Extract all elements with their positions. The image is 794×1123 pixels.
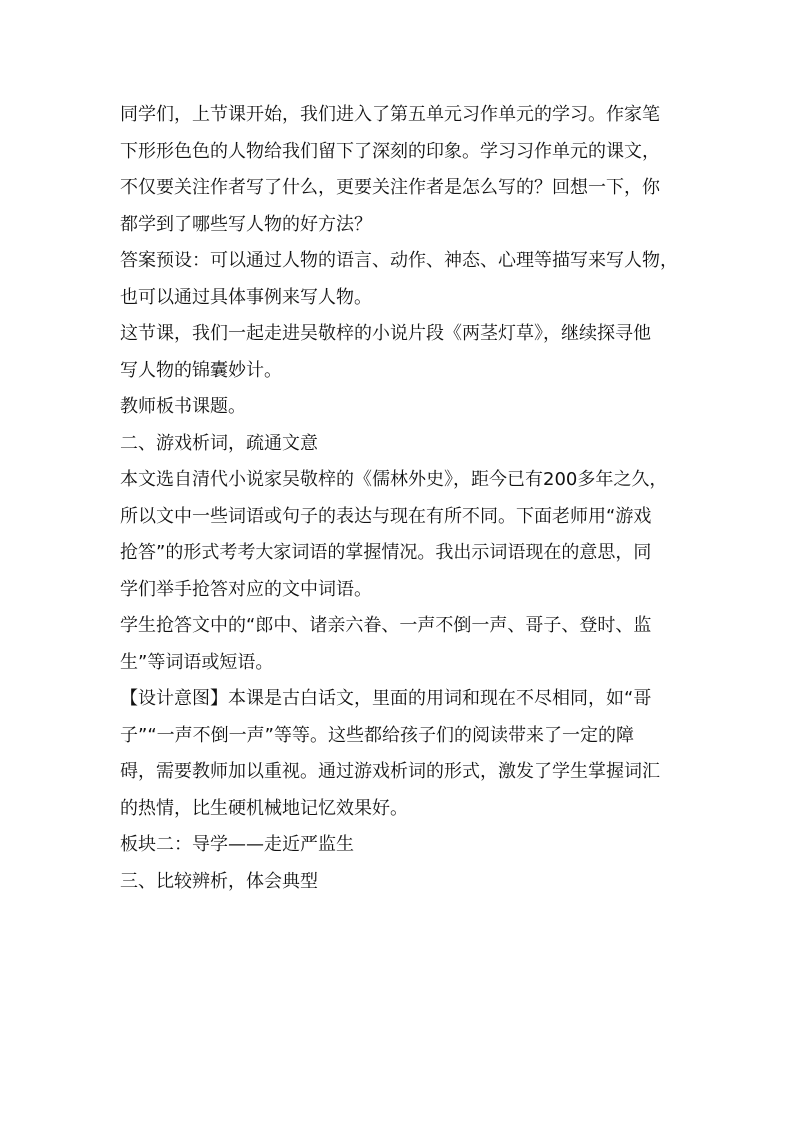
section-heading: 三、比较辨析，体会典型 (120, 870, 318, 892)
paragraph-line: 这节课，我们一起走进吴敬梓的小说片段《两茎灯草》，继续探寻他 (120, 323, 651, 344)
paragraph-line: 也可以通过具体事例来写人物。 (120, 286, 372, 308)
paragraph-line: 碍，需要教师加以重视。通过游戏析词的形式，激发了学生掌握词汇 (120, 761, 660, 782)
paragraph-line: 所以文中一些词语或句子的表达与现在有所不同。下面老师用“游戏 (120, 505, 652, 527)
paragraph-line: 的热情，比生硬机械地记忆效果好。 (120, 797, 408, 819)
paragraph-line: 子”“一声不倒一声”等等。这些都给孩子们的阅读带来了一定的障 (120, 724, 634, 746)
paragraph-line: 同学们，上节课开始，我们进入了第五单元习作单元的学习。作家笔 (120, 104, 660, 125)
section-heading: 板块二：导学——走近严监生 (120, 834, 354, 855)
paragraph-line: 抢答”的形式考考大家词语的掌握情况。我出示词语现在的意思，同 (120, 542, 652, 563)
paragraph-line: 教师板书课题。 (120, 396, 246, 417)
document-body (120, 97, 680, 900)
paragraph-line: 【设计意图】本课是古白话文，里面的用词和现在不尽相同，如“哥 (120, 688, 652, 709)
section-heading: 二、游戏析词，疏通文意 (120, 432, 318, 454)
paragraph-line: 本文选自清代小说家吴敬梓的《儒林外史》，距今已有200多年之久， (120, 469, 668, 490)
paragraph-line: 都学到了哪些写人物的好方法？ (120, 213, 372, 235)
paragraph-line: 不仅要关注作者写了什么，更要关注作者是怎么写的？回想一下，你 (120, 177, 660, 198)
paragraph-line: 生”等词语或短语。 (120, 651, 274, 673)
paragraph-line: 学生抢答文中的“郎中、诸亲六眷、一声不倒一声、哥子、登时、监 (120, 615, 652, 636)
paragraph-line: 学们举手抢答对应的文中词语。 (120, 578, 372, 600)
paragraph-line: 答案预设：可以通过人物的语言、动作、神态、心理等描写来写人物， (120, 250, 678, 271)
paragraph-line: 下形形色色的人物给我们留下了深刻的印象。学习习作单元的课文， (120, 140, 660, 162)
paragraph-line: 写人物的锦囊妙计。 (120, 359, 282, 381)
